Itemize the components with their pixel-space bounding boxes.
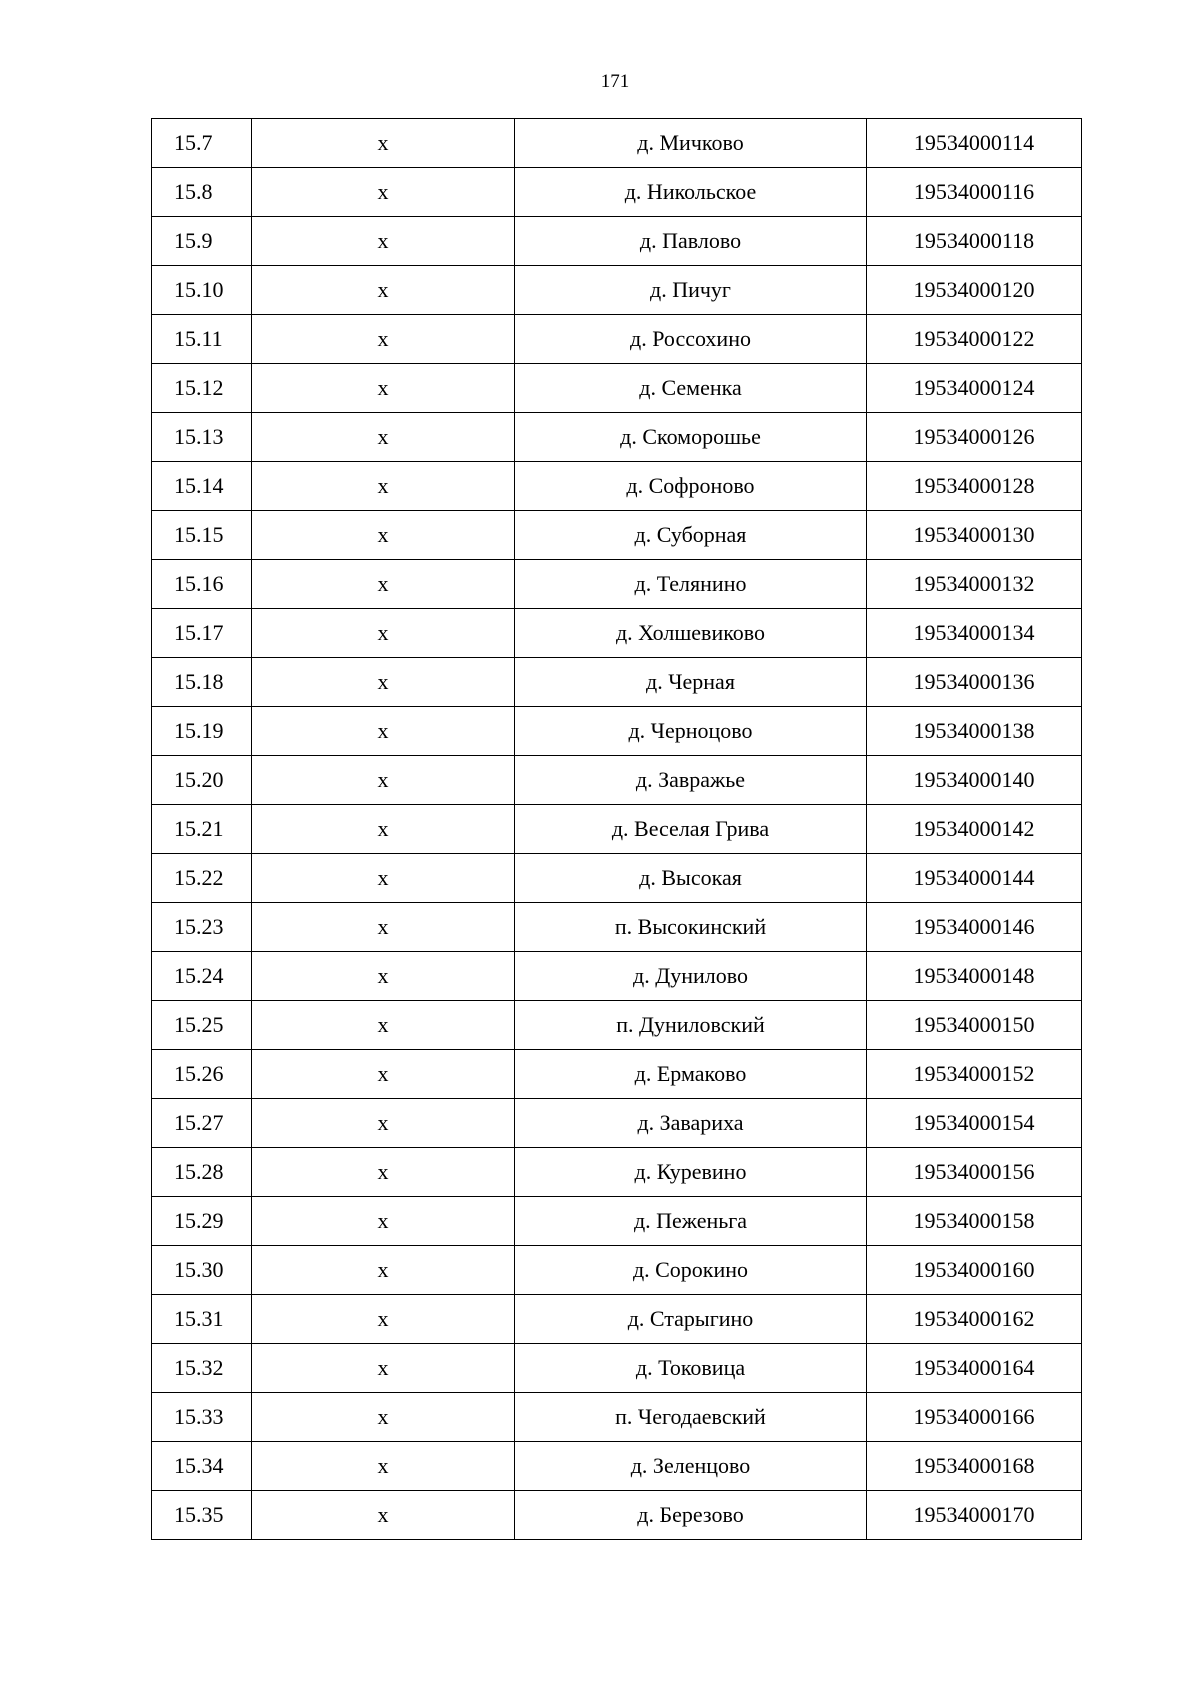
row-number-cell: 15.28 xyxy=(152,1148,252,1197)
mark-cell: х xyxy=(252,854,515,903)
row-number-cell: 15.7 xyxy=(152,119,252,168)
row-number-cell: 15.33 xyxy=(152,1393,252,1442)
settlement-name-cell: д. Дунилово xyxy=(515,952,867,1001)
table-row xyxy=(152,266,1082,315)
oktmo-code-cell: 19534000126 xyxy=(867,413,1082,462)
oktmo-code-cell: 19534000162 xyxy=(867,1295,1082,1344)
oktmo-code-cell: 19534000142 xyxy=(867,805,1082,854)
oktmo-code-cell: 19534000114 xyxy=(867,119,1082,168)
oktmo-code-cell: 19534000146 xyxy=(867,903,1082,952)
oktmo-code-cell: 19534000120 xyxy=(867,266,1082,315)
settlement-name-cell: д. Токовица xyxy=(515,1344,867,1393)
table-row xyxy=(152,560,1082,609)
oktmo-code-cell: 19534000138 xyxy=(867,707,1082,756)
row-number-cell: 15.13 xyxy=(152,413,252,462)
mark-cell: х xyxy=(252,1001,515,1050)
mark-cell: х xyxy=(252,805,515,854)
table-row xyxy=(152,119,1082,168)
table-row xyxy=(152,805,1082,854)
mark-cell: х xyxy=(252,1197,515,1246)
row-number-cell: 15.32 xyxy=(152,1344,252,1393)
table-row xyxy=(152,413,1082,462)
settlement-name-cell: д. Никольское xyxy=(515,168,867,217)
table-row xyxy=(152,903,1082,952)
table-row xyxy=(152,1491,1082,1540)
table-row xyxy=(152,1148,1082,1197)
row-number-cell: 15.8 xyxy=(152,168,252,217)
table-row xyxy=(152,511,1082,560)
settlement-name-cell: д. Черная xyxy=(515,658,867,707)
mark-cell: х xyxy=(252,413,515,462)
mark-cell: х xyxy=(252,707,515,756)
row-number-cell: 15.30 xyxy=(152,1246,252,1295)
oktmo-code-cell: 19534000128 xyxy=(867,462,1082,511)
oktmo-code-cell: 19534000136 xyxy=(867,658,1082,707)
mark-cell: х xyxy=(252,1148,515,1197)
oktmo-code-cell: 19534000154 xyxy=(867,1099,1082,1148)
oktmo-code-cell: 19534000160 xyxy=(867,1246,1082,1295)
mark-cell: х xyxy=(252,756,515,805)
table-row xyxy=(152,658,1082,707)
mark-cell: х xyxy=(252,1295,515,1344)
settlement-name-cell: д. Россохино xyxy=(515,315,867,364)
settlement-name-cell: д. Павлово xyxy=(515,217,867,266)
settlement-name-cell: д. Пеженьга xyxy=(515,1197,867,1246)
table-row xyxy=(152,1246,1082,1295)
mark-cell: х xyxy=(252,1050,515,1099)
settlement-name-cell: д. Телянино xyxy=(515,560,867,609)
table-row xyxy=(152,462,1082,511)
oktmo-code-cell: 19534000156 xyxy=(867,1148,1082,1197)
settlement-name-cell: п. Чегодаевский xyxy=(515,1393,867,1442)
table-row xyxy=(152,952,1082,1001)
row-number-cell: 15.19 xyxy=(152,707,252,756)
oktmo-code-cell: 19534000158 xyxy=(867,1197,1082,1246)
mark-cell: х xyxy=(252,1344,515,1393)
oktmo-code-cell: 19534000166 xyxy=(867,1393,1082,1442)
mark-cell: х xyxy=(252,315,515,364)
row-number-cell: 15.10 xyxy=(152,266,252,315)
oktmo-code-cell: 19534000122 xyxy=(867,315,1082,364)
table-row xyxy=(152,315,1082,364)
oktmo-code-cell: 19534000130 xyxy=(867,511,1082,560)
table-row xyxy=(152,854,1082,903)
row-number-cell: 15.31 xyxy=(152,1295,252,1344)
table-row xyxy=(152,609,1082,658)
row-number-cell: 15.24 xyxy=(152,952,252,1001)
settlement-name-cell: д. Пичуг xyxy=(515,266,867,315)
oktmo-code-cell: 19534000150 xyxy=(867,1001,1082,1050)
row-number-cell: 15.20 xyxy=(152,756,252,805)
settlement-name-cell: д. Высокая xyxy=(515,854,867,903)
mark-cell: х xyxy=(252,1099,515,1148)
row-number-cell: 15.29 xyxy=(152,1197,252,1246)
mark-cell: х xyxy=(252,903,515,952)
settlement-name-cell: д. Завариха xyxy=(515,1099,867,1148)
settlement-name-cell: д. Старыгино xyxy=(515,1295,867,1344)
settlement-name-cell: д. Суборная xyxy=(515,511,867,560)
row-number-cell: 15.22 xyxy=(152,854,252,903)
oktmo-code-cell: 19534000124 xyxy=(867,364,1082,413)
table-row xyxy=(152,756,1082,805)
oktmo-code-cell: 19534000164 xyxy=(867,1344,1082,1393)
page-number: 171 xyxy=(600,71,630,92)
row-number-cell: 15.18 xyxy=(152,658,252,707)
settlement-name-cell: д. Куревино xyxy=(515,1148,867,1197)
oktmo-code-cell: 19534000132 xyxy=(867,560,1082,609)
mark-cell: х xyxy=(252,609,515,658)
mark-cell: х xyxy=(252,1491,515,1540)
table-row xyxy=(152,1393,1082,1442)
mark-cell: х xyxy=(252,952,515,1001)
table-row xyxy=(152,1001,1082,1050)
oktmo-code-cell: 19534000144 xyxy=(867,854,1082,903)
table-row xyxy=(152,1442,1082,1491)
settlement-name-cell: д. Березово xyxy=(515,1491,867,1540)
mark-cell: х xyxy=(252,462,515,511)
table-row xyxy=(152,1197,1082,1246)
row-number-cell: 15.9 xyxy=(152,217,252,266)
mark-cell: х xyxy=(252,658,515,707)
oktmo-code-cell: 19534000116 xyxy=(867,168,1082,217)
mark-cell: х xyxy=(252,511,515,560)
mark-cell: х xyxy=(252,168,515,217)
oktmo-code-cell: 19534000140 xyxy=(867,756,1082,805)
settlement-name-cell: д. Веселая Грива xyxy=(515,805,867,854)
table-row xyxy=(152,707,1082,756)
mark-cell: х xyxy=(252,1393,515,1442)
row-number-cell: 15.12 xyxy=(152,364,252,413)
table-row xyxy=(152,217,1082,266)
settlement-name-cell: д. Завражье xyxy=(515,756,867,805)
row-number-cell: 15.16 xyxy=(152,560,252,609)
mark-cell: х xyxy=(252,217,515,266)
table-row xyxy=(152,1344,1082,1393)
row-number-cell: 15.34 xyxy=(152,1442,252,1491)
row-number-cell: 15.21 xyxy=(152,805,252,854)
settlement-name-cell: д. Семенка xyxy=(515,364,867,413)
row-number-cell: 15.35 xyxy=(152,1491,252,1540)
oktmo-code-cell: 19534000134 xyxy=(867,609,1082,658)
mark-cell: х xyxy=(252,119,515,168)
row-number-cell: 15.14 xyxy=(152,462,252,511)
mark-cell: х xyxy=(252,364,515,413)
table-row xyxy=(152,1099,1082,1148)
settlement-name-cell: д. Мичково xyxy=(515,119,867,168)
table-row xyxy=(152,1295,1082,1344)
settlement-name-cell: д. Скоморошье xyxy=(515,413,867,462)
settlement-name-cell: д. Софроново xyxy=(515,462,867,511)
settlement-name-cell: п. Дуниловский xyxy=(515,1001,867,1050)
row-number-cell: 15.23 xyxy=(152,903,252,952)
mark-cell: х xyxy=(252,560,515,609)
row-number-cell: 15.25 xyxy=(152,1001,252,1050)
oktmo-code-cell: 19534000170 xyxy=(867,1491,1082,1540)
row-number-cell: 15.26 xyxy=(152,1050,252,1099)
oktmo-code-cell: 19534000148 xyxy=(867,952,1082,1001)
settlement-name-cell: д. Холшевиково xyxy=(515,609,867,658)
oktmo-code-cell: 19534000168 xyxy=(867,1442,1082,1491)
settlement-name-cell: п. Высокинский xyxy=(515,903,867,952)
row-number-cell: 15.11 xyxy=(152,315,252,364)
settlements-table xyxy=(151,118,1082,1540)
table-body xyxy=(152,119,1082,1540)
table-row xyxy=(152,1050,1082,1099)
row-number-cell: 15.27 xyxy=(152,1099,252,1148)
row-number-cell: 15.15 xyxy=(152,511,252,560)
settlement-name-cell: д. Сорокино xyxy=(515,1246,867,1295)
settlement-name-cell: д. Ермаково xyxy=(515,1050,867,1099)
mark-cell: х xyxy=(252,266,515,315)
mark-cell: х xyxy=(252,1442,515,1491)
table-row xyxy=(152,364,1082,413)
settlement-name-cell: д. Черноцово xyxy=(515,707,867,756)
oktmo-code-cell: 19534000118 xyxy=(867,217,1082,266)
oktmo-code-cell: 19534000152 xyxy=(867,1050,1082,1099)
row-number-cell: 15.17 xyxy=(152,609,252,658)
table-row xyxy=(152,168,1082,217)
mark-cell: х xyxy=(252,1246,515,1295)
settlement-name-cell: д. Зеленцово xyxy=(515,1442,867,1491)
